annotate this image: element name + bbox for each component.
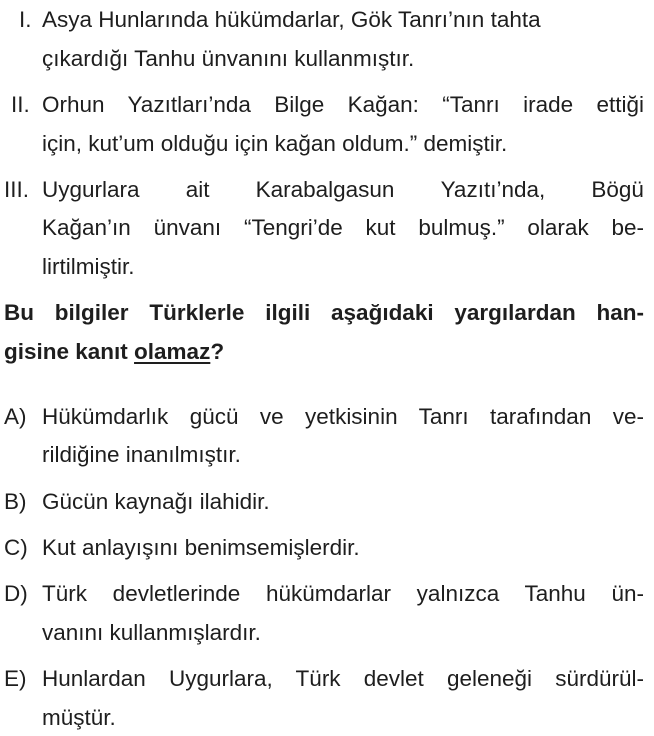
option-d-line-2: vanını kullanmışlardır.: [42, 620, 261, 645]
statement-2-line-2: için, kut’um olduğu için kağan oldum.” demiştir.: [42, 131, 508, 156]
option-letter: C): [4, 535, 28, 560]
negation-keyword: olamaz: [134, 339, 211, 364]
statement-numeral: I.: [19, 7, 32, 32]
statement-1-line-2: çıkardığı Tanhu ünvanını kullanmıştır.: [42, 46, 415, 71]
option-d-line-1: Türk devletlerinde hükümdarlar yalnızca Tanhu ün-: [42, 581, 644, 606]
word: ait: [185, 177, 210, 202]
option-a-line-1: Hükümdarlık gücü ve yetkisinin Tanrı tarafından ve-: [42, 404, 644, 429]
word: Karabalgasun: [255, 177, 395, 202]
word: Uygurlara: [42, 177, 140, 202]
option-a-line-2: rildiğine inanılmıştır.: [42, 442, 241, 467]
word: Bögü: [591, 177, 644, 202]
statement-2-line-1: Orhun Yazıtları’nda Bilge Kağan: “Tanrı irade ettiği: [42, 92, 644, 117]
option-e-line-2: müştür.: [42, 705, 116, 730]
option-letter: D): [4, 581, 28, 606]
option-letter: E): [4, 666, 27, 691]
question-line-1: Bu bilgiler Türklerle ilgili aşağıdaki yargılardan han-: [4, 300, 644, 325]
question-line-2: [4, 338, 224, 366]
statement-3-line-1: [42, 176, 644, 204]
option-letter: B): [4, 489, 27, 514]
option-c-line-1: Kut anlayışını benimsemişlerdir.: [42, 535, 360, 560]
statement-numeral: II.: [11, 92, 30, 117]
word: Yazıtı’nda,: [440, 177, 546, 202]
statement-numeral: III.: [4, 177, 30, 202]
statement-3-line-3: lirtilmiştir.: [42, 254, 135, 279]
option-letter: A): [4, 404, 27, 429]
question-mark: ?: [210, 339, 225, 364]
question-line-2-prefix: gisine kanıt: [4, 339, 135, 364]
statement-3-line-2: Kağan’ın ünvanı “Tengri’de kut bulmuş.” olarak be-: [42, 215, 644, 240]
option-b-line-1: Gücün kaynağı ilahidir.: [42, 489, 270, 514]
option-e-line-1: Hunlardan Uygurlara, Türk devlet geleneği sürdürül-: [42, 666, 644, 691]
statement-1-line-1: Asya Hunlarında hükümdarlar, Gök Tanrı’nın tahta: [42, 7, 541, 32]
